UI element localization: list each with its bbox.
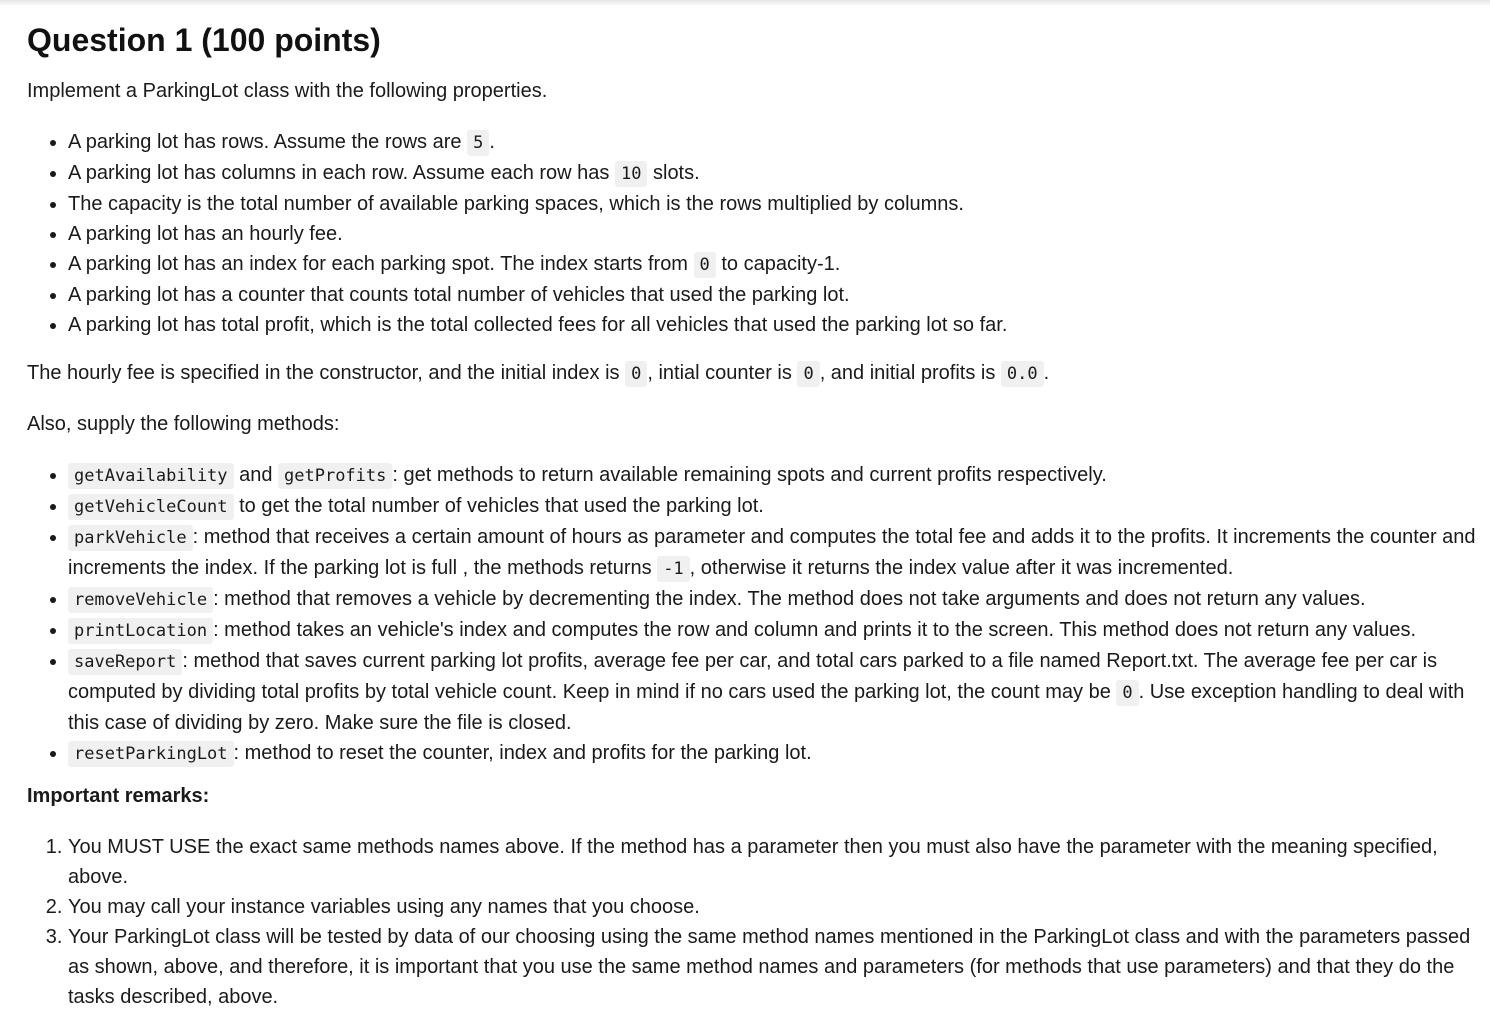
- list-item: [68, 158, 1007, 189]
- intro-text: Implement a ParkingLot class with the following properties.: [27, 80, 548, 102]
- inline-code: -1: [657, 556, 689, 582]
- list-item: [68, 127, 1007, 158]
- list-item: 2. You may call your instance variables using any names that you choose.: [68, 892, 1490, 922]
- inline-code: saveReport: [68, 649, 182, 675]
- list-item: 3. Your ParkingLot class will be tested by data of our choosing using the same method names mentioned in the ParkingLot class and with the parameters passed as shown, above, and therefore, it is important that you use the same method names and parameters (for methods that use parameters) and that they do the tasks described, above.: [68, 922, 1490, 1012]
- list-item: 1. You MUST USE the exact same methods names above. If the method has a parameter then you must also have the parameter with the meaning specified, above.: [68, 832, 1490, 892]
- item-text: : method that removes a vehicle by decrementing the index. The method does not take arguments and does not return any values.: [213, 588, 1366, 610]
- item-text: , otherwise it returns the index value after it was incremented.: [689, 557, 1234, 579]
- remarks-heading: [27, 781, 209, 811]
- note-text: , intial counter is: [647, 362, 798, 384]
- methods-list: [27, 460, 1490, 769]
- item-text: A parking lot has rows. Assume the rows are: [68, 131, 468, 153]
- item-text: A parking lot has an index for each parking spot. The index starts from: [68, 253, 694, 275]
- constructor-note: [27, 358, 1049, 389]
- item-text: slots.: [647, 162, 700, 184]
- remarks-title: Important remarks:: [27, 785, 210, 807]
- list-item: • A parking lot has total profit, which is the total collected fees for all vehicles that used the parking lot so far.: [68, 310, 1007, 340]
- inline-code: 5: [467, 130, 489, 156]
- inline-code: getVehicleCount: [68, 494, 234, 520]
- list-item: [68, 584, 1490, 615]
- top-shadow: [0, 0, 1490, 6]
- inline-code: removeVehicle: [68, 587, 213, 613]
- list-item: • A parking lot has a counter that counts total number of vehicles that used the parking lot.: [68, 280, 1007, 310]
- inline-code: 0.0: [1001, 361, 1044, 387]
- item-text: to get the total number of vehicles that used the parking lot.: [233, 495, 764, 517]
- inline-code: 0: [694, 252, 716, 278]
- item-text: and: [233, 464, 279, 486]
- inline-code: 0: [1116, 680, 1138, 706]
- inline-code: 0: [797, 361, 819, 387]
- inline-code: getAvailability: [68, 463, 234, 489]
- list-item: [68, 522, 1490, 584]
- note-text: The hourly fee is specified in the constructor, and the initial index is: [27, 362, 626, 384]
- item-text: . Use exception handling to deal with this case of dividing by zero. Make sure the file is closed.: [68, 681, 1465, 734]
- question-title: Question 1 (100 points): [27, 22, 381, 58]
- list-item: [68, 491, 1490, 522]
- inline-code: 0: [625, 361, 647, 387]
- list-item: • The capacity is the total number of available parking spaces, which is the rows multiplied by columns.: [68, 189, 1007, 219]
- item-text: : method that saves current parking lot profits, average fee per car, and total cars parked to a file named Report.txt. The average fee per car is computed by dividing total profits by total vehicle count. Keep in mind if no cars used the parking lot, the count may be: [68, 650, 1438, 703]
- methods-intro: Also, supply the following methods:: [27, 413, 340, 435]
- note-text: .: [1043, 362, 1050, 384]
- item-text: : method to reset the counter, index and profits for the parking lot.: [233, 742, 812, 764]
- list-item: [68, 249, 1007, 280]
- list-item: [68, 646, 1490, 738]
- remarks-list: [27, 832, 1490, 1012]
- list-item: [68, 460, 1490, 491]
- inline-code: printLocation: [68, 618, 213, 644]
- item-text: .: [489, 131, 495, 153]
- inline-code: getProfits: [278, 463, 392, 489]
- item-text: : method that receives a certain amount of hours as parameter and computes the total fee and adds it to the profits. It increments the counter and increments the index. If the parking lot is full , the methods returns: [68, 526, 1476, 579]
- note-text: , and initial profits is: [819, 362, 1001, 384]
- inline-code: parkVehicle: [68, 525, 193, 551]
- list-item: [68, 615, 1490, 646]
- item-text: : get methods to return available remaining spots and current profits respectively.: [392, 464, 1107, 486]
- inline-code: 10: [615, 161, 647, 187]
- list-item: • A parking lot has an hourly fee.: [68, 219, 1007, 249]
- list-item: [68, 738, 1490, 769]
- inline-code: resetParkingLot: [68, 741, 234, 767]
- item-text: : method takes an vehicle's index and computes the row and column and prints it to the screen. This method does not return any values.: [213, 619, 1417, 641]
- properties-list: [27, 127, 1007, 340]
- item-text: A parking lot has columns in each row. Assume each row has: [68, 162, 615, 184]
- item-text: to capacity-1.: [715, 253, 841, 275]
